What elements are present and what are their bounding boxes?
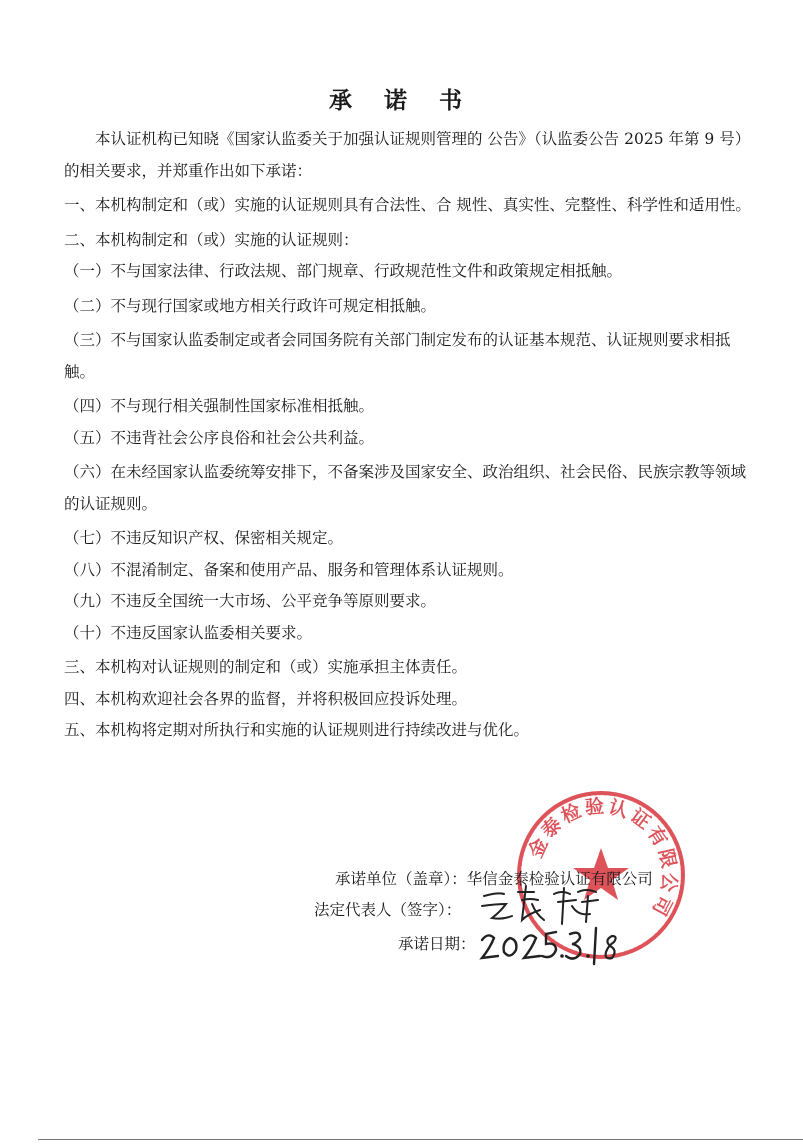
clause-2-item-1: （一）不与国家法律、行政法规、部门规章、行政规范性文件和政策规定相抵触。 (64, 262, 623, 280)
unit-value: 华信金泰检验认证有限公司 (466, 870, 653, 888)
date-label: 承诺日期： (398, 935, 476, 953)
seal-text: 金泰检验认证有限公司 (524, 795, 681, 922)
clause-2-item-10: （十）不违反国家认监委相关要求。 (64, 623, 313, 642)
document-title: 承 诺 书 (328, 87, 474, 114)
clause-2-item-4: （四）不与现行相关强制性国家标准相抵触。 (64, 397, 375, 415)
handwritten-date (476, 914, 626, 970)
clause-2-item-7: （七）不违反知识产权、保密相关规定。 (64, 529, 344, 547)
clause-1: 一、本机构制定和（或）实施的认证规则具有合法性、合 规性、真实性、完整性、科学性和适用性。 (64, 196, 751, 214)
intro-paragraph: 本认证机构已知晓《国家认监委关于加强认证规则管理的 公告》（认监委公告 2025 年第 9 号）的相关要求，并郑重作出如下承诺： (64, 130, 751, 180)
clause-2-item-9: （九）不违反全国统一大市场、公平竞争等原则要求。 (64, 592, 437, 610)
legal-rep-label: 法定代表人（签字）： (314, 901, 462, 919)
clause-2-item-2: （二）不与现行国家或地方相关行政许可规定相抵触。 (64, 296, 437, 315)
clause-2-item-3: （三）不与国家认监委制定或者会同国务院有关部门制定发布的认证基本规范、认证规则要求相抵触。 (64, 331, 731, 381)
clause-5: 五、本机构将定期对所执行和实施的认证规则进行持续改进与优化。 (64, 721, 530, 739)
clause-2-item-6: （六）在未经国家认监委统筹安排下，不备案涉及国家安全、政治组织、社会民俗、民族宗教等领域的认证规则。 (64, 463, 747, 513)
clause-2-item-5: （五）不违背社会公序良俗和社会公共利益。 (64, 428, 375, 447)
unit-label: 承诺单位（盖章）： (335, 870, 467, 888)
clause-2: 二、本机构制定和（或）实施的认证规则： (64, 230, 359, 249)
clause-4: 四、本机构欢迎社会各界的监督，并将积极回应投诉处理。 (64, 689, 468, 708)
clause-3: 三、本机构对认证规则的制定和（或）实施承担主体责任。 (64, 658, 468, 676)
footer-divider (38, 1139, 803, 1140)
clause-2-item-8: （八）不混淆制定、备案和使用产品、服务和管理体系认证规则。 (64, 560, 514, 579)
document-body (64, 124, 754, 747)
